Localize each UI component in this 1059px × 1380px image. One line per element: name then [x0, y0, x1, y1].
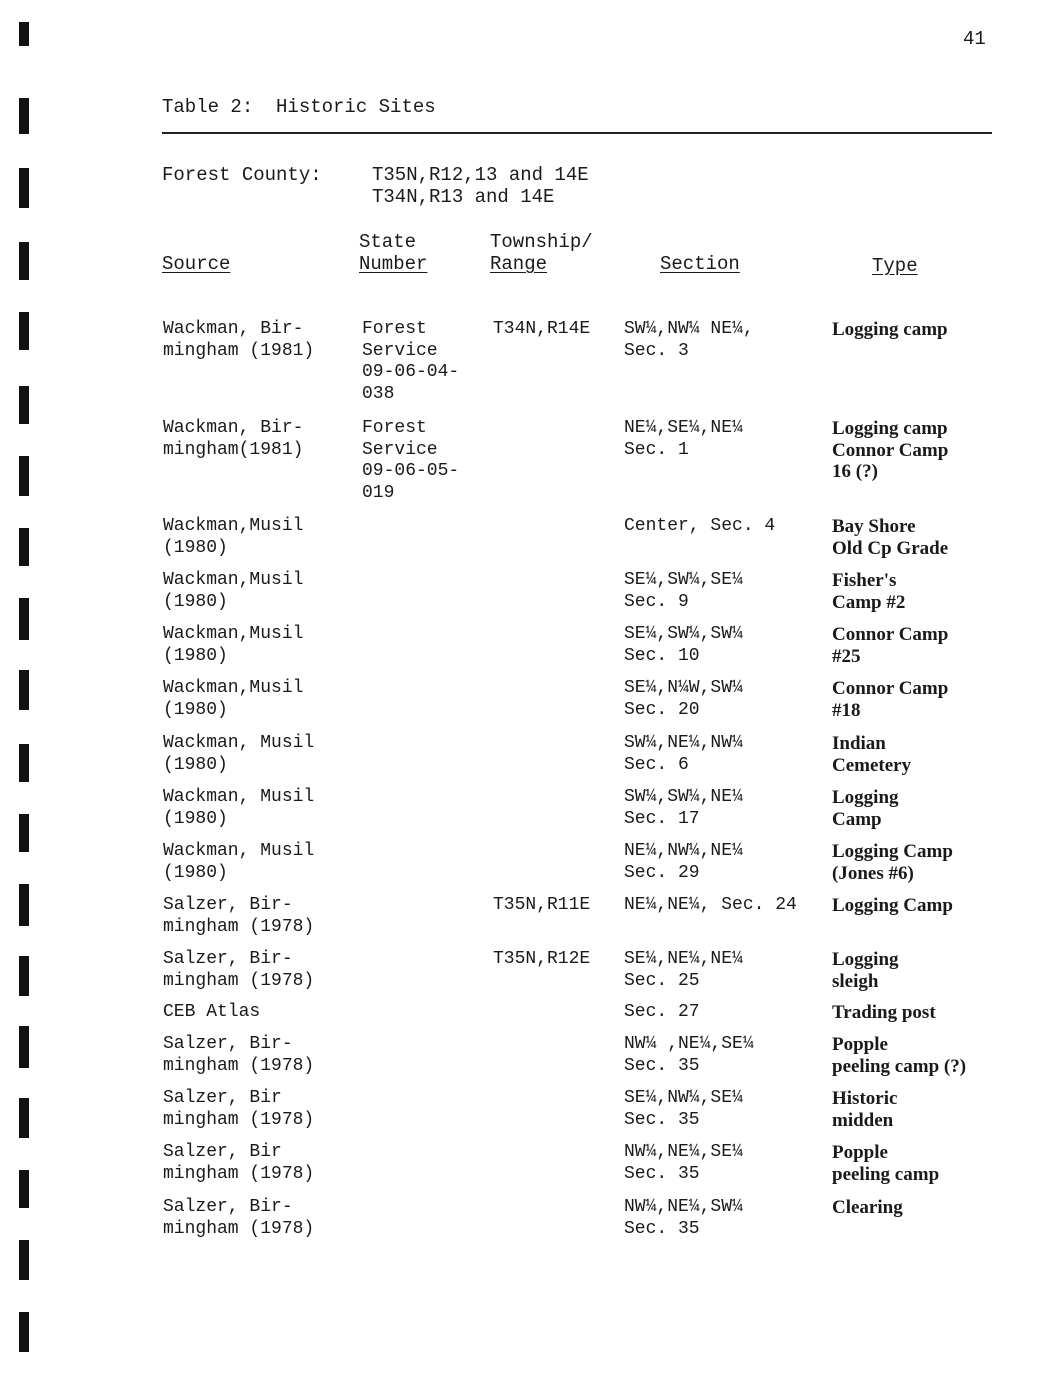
- cell-township-range: [493, 319, 618, 341]
- cell-section-line: Sec. 9: [624, 591, 689, 612]
- cell-township-range-line: T35N,R11E: [493, 895, 591, 915]
- cell-type-line: 16 (?): [832, 461, 878, 482]
- table-title: Table 2: Historic Sites: [162, 96, 436, 118]
- cell-type: [832, 1088, 1042, 1131]
- cell-type-line: Logging: [832, 787, 899, 808]
- binder-hole: [19, 1170, 29, 1208]
- cell-township-range: [493, 895, 618, 917]
- cell-type: [832, 949, 1042, 992]
- cell-type: [832, 570, 1042, 613]
- cell-section-line: NE¼,NW¼,NE¼: [624, 841, 743, 861]
- cell-source-line: mingham (1978): [163, 916, 315, 937]
- cell-source-line: Salzer, Bir-: [163, 1034, 293, 1054]
- cell-section: [624, 516, 824, 538]
- header-section-label: Section: [660, 253, 740, 275]
- cell-section: [624, 841, 824, 884]
- cell-type: [832, 733, 1042, 776]
- cell-type-line: Logging Camp: [832, 895, 953, 916]
- cell-type-line: peeling camp: [832, 1163, 940, 1185]
- cell-section: [624, 1088, 824, 1131]
- cell-state-number-line: Forest: [362, 319, 427, 339]
- header-type: [872, 255, 918, 277]
- binder-hole: [19, 744, 29, 782]
- cell-type: [832, 516, 1042, 559]
- cell-source: [163, 418, 353, 461]
- cell-section-line: SE¼,SW¼,SW¼: [624, 624, 743, 644]
- cell-source: [163, 516, 353, 559]
- cell-state-number: [362, 319, 482, 405]
- cell-state-number-line: 09-06-05-: [362, 461, 460, 481]
- cell-source-line: Wackman, Musil: [163, 733, 315, 753]
- cell-section-line: SW¼,SW¼,NE¼: [624, 787, 743, 807]
- cell-state-number-line: 09-06-04-: [362, 362, 460, 382]
- cell-type-line: midden: [832, 1109, 894, 1131]
- cell-source-line: (1980): [163, 754, 228, 775]
- cell-type: [832, 841, 1042, 884]
- binder-hole: [19, 242, 29, 280]
- cell-section-line: Sec. 35: [624, 1109, 700, 1130]
- cell-township-range-line: T34N,R14E: [493, 319, 591, 339]
- cell-source-line: mingham (1978): [163, 1055, 315, 1076]
- cell-source: [163, 1088, 353, 1131]
- cell-source-line: mingham (1978): [163, 1163, 315, 1184]
- cell-section: [624, 1197, 824, 1240]
- cell-source: [163, 570, 353, 613]
- cell-source: [163, 319, 353, 362]
- cell-source: [163, 1034, 353, 1077]
- header-township-top: Township/: [490, 231, 593, 253]
- cell-source-line: Wackman,Musil: [163, 678, 304, 698]
- cell-section-line: SE¼,N¼W,SW¼: [624, 678, 743, 698]
- cell-type: [832, 319, 1042, 341]
- cell-source-line: Wackman,Musil: [163, 624, 304, 644]
- cell-type-line: Popple: [832, 1142, 888, 1163]
- cell-source-line: Wackman,Musil: [163, 570, 304, 590]
- cell-type: [832, 624, 1042, 667]
- cell-type-line: Logging Camp: [832, 841, 953, 862]
- binder-hole: [19, 456, 29, 496]
- header-section: [660, 253, 740, 275]
- cell-section-line: SW¼,NE¼,NW¼: [624, 733, 743, 753]
- cell-type-line: Logging camp: [832, 418, 948, 439]
- cell-section: [624, 1142, 824, 1185]
- cell-type-line: Old Cp Grade: [832, 537, 949, 559]
- cell-section-line: Sec. 27: [624, 1002, 700, 1022]
- cell-section-line: Center, Sec. 4: [624, 516, 776, 536]
- cell-type-line: Popple: [832, 1034, 888, 1055]
- cell-source-line: (1980): [163, 591, 228, 612]
- cell-type-line: Cemetery: [832, 754, 912, 776]
- cell-state-number-line: Service: [362, 340, 438, 361]
- cell-type-line: Logging camp: [832, 319, 948, 340]
- cell-type-line: Connor Camp: [832, 439, 949, 461]
- cell-source-line: mingham (1978): [163, 970, 315, 991]
- cell-source-line: (1980): [163, 862, 228, 883]
- cell-township-range-line: T35N,R12E: [493, 949, 591, 969]
- header-township-bottom: Range: [490, 253, 548, 275]
- cell-type-line: peeling camp (?): [832, 1055, 967, 1077]
- cell-source-line: mingham (1978): [163, 1218, 315, 1239]
- cell-source: [163, 1002, 353, 1024]
- cell-type: [832, 418, 1042, 483]
- cell-type: [832, 1002, 1042, 1024]
- header-source-label: Source: [162, 253, 231, 275]
- cell-type: [832, 895, 1042, 917]
- header-state-number: [359, 231, 427, 275]
- cell-source-line: Salzer, Bir-: [163, 949, 293, 969]
- cell-section: [624, 787, 824, 830]
- cell-source: [163, 678, 353, 721]
- cell-source-line: Wackman, Musil: [163, 841, 315, 861]
- cell-source: [163, 949, 353, 992]
- cell-section: [624, 1002, 824, 1024]
- cell-type-line: Fisher's: [832, 570, 897, 591]
- title-rule: [162, 132, 992, 134]
- cell-section-line: NW¼ ,NE¼,SE¼: [624, 1034, 754, 1054]
- header-state-bottom: Number: [359, 253, 428, 275]
- cell-section: [624, 733, 824, 776]
- binder-hole: [19, 1312, 29, 1352]
- cell-type-line: Connor Camp: [832, 678, 949, 699]
- cell-type-line: Indian: [832, 733, 886, 754]
- cell-section-line: Sec. 10: [624, 645, 700, 666]
- county-range-line-1: T35N,R12,13 and 14E: [372, 164, 589, 186]
- cell-type-line: Bay Shore: [832, 516, 916, 537]
- cell-source: [163, 1197, 353, 1240]
- cell-source-line: mingham (1981): [163, 340, 315, 361]
- cell-section-line: NW¼,NE¼,SE¼: [624, 1142, 743, 1162]
- cell-type-line: Connor Camp: [832, 624, 949, 645]
- cell-source-line: (1980): [163, 645, 228, 666]
- binder-hole: [19, 1098, 29, 1138]
- cell-section: [624, 418, 824, 461]
- cell-source: [163, 733, 353, 776]
- cell-section-line: Sec. 1: [624, 439, 689, 460]
- cell-state-number-line: Forest: [362, 418, 427, 438]
- cell-section: [624, 678, 824, 721]
- cell-section-line: Sec. 35: [624, 1163, 700, 1184]
- cell-township-range: [493, 949, 618, 971]
- cell-section-line: Sec. 25: [624, 970, 700, 991]
- cell-type-line: #25: [832, 645, 861, 667]
- cell-source-line: Wackman, Bir-: [163, 319, 304, 339]
- cell-type-line: Camp #2: [832, 591, 906, 613]
- cell-type: [832, 678, 1042, 721]
- cell-source: [163, 1142, 353, 1185]
- cell-section-line: Sec. 6: [624, 754, 689, 775]
- cell-type-line: Trading post: [832, 1002, 936, 1023]
- cell-type-line: Camp: [832, 808, 882, 830]
- cell-source-line: Wackman, Bir-: [163, 418, 304, 438]
- cell-type: [832, 787, 1042, 830]
- cell-state-number-line: 038: [362, 383, 395, 404]
- binder-hole: [19, 22, 29, 46]
- cell-source-line: CEB Atlas: [163, 1002, 261, 1022]
- binder-hole: [19, 168, 29, 208]
- cell-section-line: Sec. 17: [624, 808, 700, 829]
- binder-hole: [19, 98, 29, 134]
- binder-hole: [19, 956, 29, 996]
- page-number: 41: [963, 28, 986, 50]
- cell-state-number: [362, 418, 482, 504]
- header-state-top: State: [359, 231, 417, 253]
- cell-section: [624, 895, 824, 917]
- cell-state-number-line: 019: [362, 482, 395, 503]
- cell-section-line: NE¼,NE¼, Sec. 24: [624, 895, 797, 915]
- binder-hole: [19, 884, 29, 926]
- cell-type-line: Historic: [832, 1088, 898, 1109]
- cell-type-line: sleigh: [832, 970, 879, 992]
- cell-source-line: mingham (1978): [163, 1109, 315, 1130]
- cell-type: [832, 1197, 1042, 1219]
- binder-hole: [19, 1026, 29, 1068]
- cell-source-line: Salzer, Bir: [163, 1142, 282, 1162]
- cell-section-line: Sec. 3: [624, 340, 689, 361]
- cell-section: [624, 1034, 824, 1077]
- cell-source-line: (1980): [163, 808, 228, 829]
- cell-type: [832, 1142, 1042, 1185]
- binder-hole: [19, 312, 29, 350]
- cell-section: [624, 319, 824, 362]
- cell-type: [832, 1034, 1042, 1077]
- cell-type-line: Clearing: [832, 1197, 903, 1218]
- county-range-line-2: T34N,R13 and 14E: [372, 186, 555, 208]
- cell-section-line: Sec. 20: [624, 699, 700, 720]
- cell-section: [624, 570, 824, 613]
- header-type-label: Type: [872, 255, 918, 277]
- cell-source-line: Wackman, Musil: [163, 787, 315, 807]
- cell-section-line: Sec. 29: [624, 862, 700, 883]
- cell-source: [163, 624, 353, 667]
- header-township-range: [490, 231, 593, 275]
- cell-source: [163, 787, 353, 830]
- binder-hole: [19, 528, 29, 566]
- cell-source-line: mingham(1981): [163, 439, 304, 460]
- cell-source-line: Salzer, Bir-: [163, 1197, 293, 1217]
- cell-state-number-line: Service: [362, 439, 438, 460]
- cell-section-line: SW¼,NW¼ NE¼,: [624, 319, 754, 339]
- cell-source-line: Salzer, Bir: [163, 1088, 282, 1108]
- cell-section-line: Sec. 35: [624, 1055, 700, 1076]
- cell-section: [624, 949, 824, 992]
- cell-section-line: SE¼,SW¼,SE¼: [624, 570, 743, 590]
- binder-hole: [19, 598, 29, 640]
- cell-section-line: Sec. 35: [624, 1218, 700, 1239]
- header-source: [162, 253, 230, 275]
- cell-source-line: Wackman,Musil: [163, 516, 304, 536]
- cell-type-line: #18: [832, 699, 861, 721]
- cell-section-line: NW¼,NE¼,SW¼: [624, 1197, 743, 1217]
- cell-section-line: SE¼,NE¼,NE¼: [624, 949, 743, 969]
- binder-hole: [19, 814, 29, 852]
- cell-source-line: (1980): [163, 537, 228, 558]
- binder-hole: [19, 1240, 29, 1280]
- cell-section: [624, 624, 824, 667]
- cell-type-line: (Jones #6): [832, 862, 914, 884]
- binder-hole: [19, 386, 29, 424]
- cell-source: [163, 895, 353, 938]
- cell-section-line: SE¼,NW¼,SE¼: [624, 1088, 743, 1108]
- cell-source: [163, 841, 353, 884]
- cell-source-line: (1980): [163, 699, 228, 720]
- county-label: Forest County:: [162, 164, 322, 186]
- cell-source-line: Salzer, Bir-: [163, 895, 293, 915]
- binder-hole: [19, 670, 29, 710]
- cell-type-line: Logging: [832, 949, 899, 970]
- cell-section-line: NE¼,SE¼,NE¼: [624, 418, 743, 438]
